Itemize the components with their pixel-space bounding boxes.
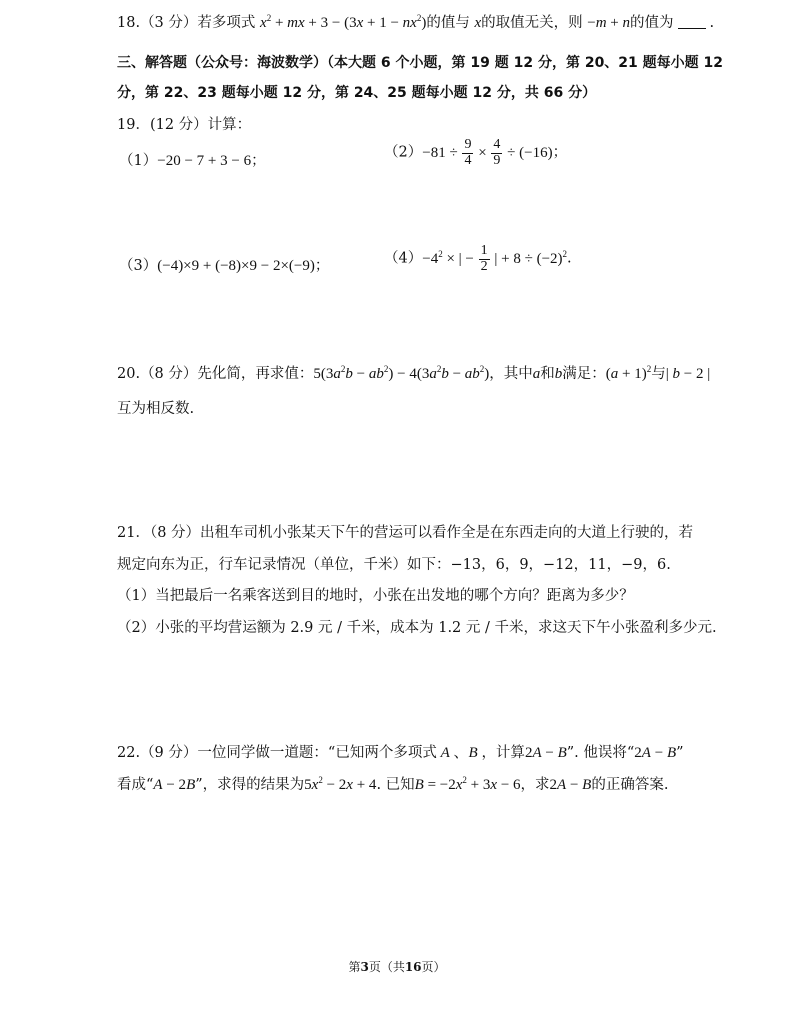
q22-text-2: ，计算 xyxy=(481,745,525,761)
q18-text-3: 的取值无关，则 xyxy=(481,15,583,31)
footer-mid: 页（共 xyxy=(368,960,405,974)
q22-line-2-text-2: ”，求得的结果为 xyxy=(195,777,305,793)
q22-expr-2: 2A − B xyxy=(634,745,677,761)
q22-polys: A 、B xyxy=(440,745,478,761)
q20-text-2: ，其中 xyxy=(489,366,533,382)
q19-part-4-expression: $-4^2$ × | − $\frac{1}{2}$ | + $8 \div (-2)^2$ xyxy=(422,243,568,274)
q18-end: . xyxy=(709,15,715,31)
q22-expr-1: 2A − B xyxy=(524,745,567,761)
q20-number: 20. xyxy=(117,366,141,382)
q18-score: （3 分） xyxy=(140,15,198,31)
q20-var-a: a xyxy=(532,366,541,382)
q22-line-2-text-4: ，求 xyxy=(520,777,550,793)
q20-text-4: 满足： xyxy=(562,366,606,382)
question-21-line-2: 规定向东为正，行车记录情况（单位，千米）如下：−13，6，9，−12，11，−9，6. xyxy=(117,557,671,573)
q19-part-2-expression: −81 ÷ $\frac{9}{4}$ × $\frac{4}{9}$ ÷ (−16) xyxy=(422,137,553,168)
q22-number: 22. xyxy=(117,745,141,761)
question-21-line-1: 21．（8 分）出租车司机小张某天下午的营运可以看作全是在东西走向的大道上行驶的，若 xyxy=(117,525,694,541)
q19-part-2-end: ； xyxy=(552,144,568,161)
q19-part-1 xyxy=(119,149,266,170)
q20-text-5: 与 xyxy=(651,366,666,382)
q21-part-2: （2）小张的平均营运额为 2.9 元 / 千米，成本为 1.2 元 / 千米，求这天下午小张盈利多少元. xyxy=(117,620,717,636)
question-20 xyxy=(117,362,710,383)
question-18 xyxy=(117,11,714,32)
question-22 xyxy=(117,741,684,762)
footer-prefix: 第 xyxy=(348,960,361,974)
q19-part-3 xyxy=(119,254,329,275)
q18-text-2: 的值与 xyxy=(426,15,470,31)
q22-text-3: ”. 他误将“ xyxy=(566,745,635,761)
q20-text-3: 和 xyxy=(540,366,555,382)
q22-line-2-text-1: 看成“ xyxy=(117,777,154,793)
q19-part-1-label: （1） xyxy=(119,153,158,169)
section-3-heading-line-2: 分，第 22、23 题每小题 12 分，第 24、25 题每小题 12 分，共 66 分） xyxy=(117,85,597,101)
q18-polynomial: $x^2$ + mx + $3 - (3x + 1 - nx^2)$ xyxy=(260,13,427,31)
q19-part-3-expression: (−4)×9 + (−8)×9 − 2×(−9) xyxy=(157,258,315,274)
q18-var-x: x xyxy=(474,15,482,31)
q20-text: 先化简，再求值： xyxy=(197,366,314,382)
q19-part-4 xyxy=(384,244,572,274)
q22-line-2-text-3: . 已知 xyxy=(376,777,415,793)
q18-number: 18. xyxy=(117,15,141,31)
q22-line-2-text-5: 的正确答案. xyxy=(591,777,669,793)
page-footer xyxy=(0,958,794,975)
footer-total-pages: 16 xyxy=(404,960,422,974)
q20-condition-2: | b − 2 | xyxy=(665,366,711,382)
fraction-1-2: $\frac{1}{2}$ xyxy=(480,243,488,274)
q19-part-2 xyxy=(384,138,567,168)
q20-var-b: b xyxy=(554,366,563,382)
q18-answer-blank[interactable] xyxy=(678,16,706,29)
q21-part-1: （1）当把最后一名乘客送到目的地时，小张在出发地的哪个方向？距离为多少？ xyxy=(117,588,634,604)
q22-expr-4: 2A − B xyxy=(549,777,592,793)
q19-part-4-end: . xyxy=(567,250,572,267)
q22-result: $5x^2 - 2x + 4$ xyxy=(304,775,377,793)
q22-text: 一位同学做一道题：“已知两个多项式 xyxy=(197,745,437,761)
q20-condition-1: $(a + 1)^2$ xyxy=(605,364,652,382)
q19-part-1-expression: −20 − 7 + 3 − 6 xyxy=(157,153,252,169)
fraction-4-9: $\frac{4}{9}$ xyxy=(493,137,501,168)
question-19-header: 19．(12 分）计算： xyxy=(117,117,252,133)
q22-text-4: ” xyxy=(676,745,684,761)
q18-text-4: 的值为 xyxy=(630,15,674,31)
q20-line-2: 互为相反数. xyxy=(117,401,195,417)
q19-part-3-label: （3） xyxy=(119,258,158,274)
q18-text: 若多项式 xyxy=(197,15,256,31)
q20-score: （8 分） xyxy=(140,366,198,382)
section-3-heading-line-1: 三、解答题（公众号：海波数学）（本大题 6 个小题，第 19 题 12 分，第 20、21 题每小题 12 xyxy=(117,55,724,71)
q19-part-3-end: ； xyxy=(314,258,330,274)
q18-expression: −m + n xyxy=(587,15,631,31)
q22-score: （9 分） xyxy=(140,745,198,761)
q19-part-4-label: （4） xyxy=(384,250,423,267)
q22-expr-3: A − 2B xyxy=(153,777,196,793)
q22-b-definition: $B = -2x^2 + 3x - 6$ xyxy=(414,775,521,793)
footer-suffix: 页） xyxy=(421,960,446,974)
fraction-9-4: $\frac{9}{4}$ xyxy=(464,137,472,168)
q19-part-2-label: （2） xyxy=(384,144,423,161)
q19-part-1-end: ； xyxy=(251,153,266,169)
q22-line-2 xyxy=(117,773,668,794)
q20-expression: $5(3a^2b - ab^2) - 4(3a^2b - ab^2)$ xyxy=(313,364,490,382)
footer-page-number: 3 xyxy=(360,960,369,974)
